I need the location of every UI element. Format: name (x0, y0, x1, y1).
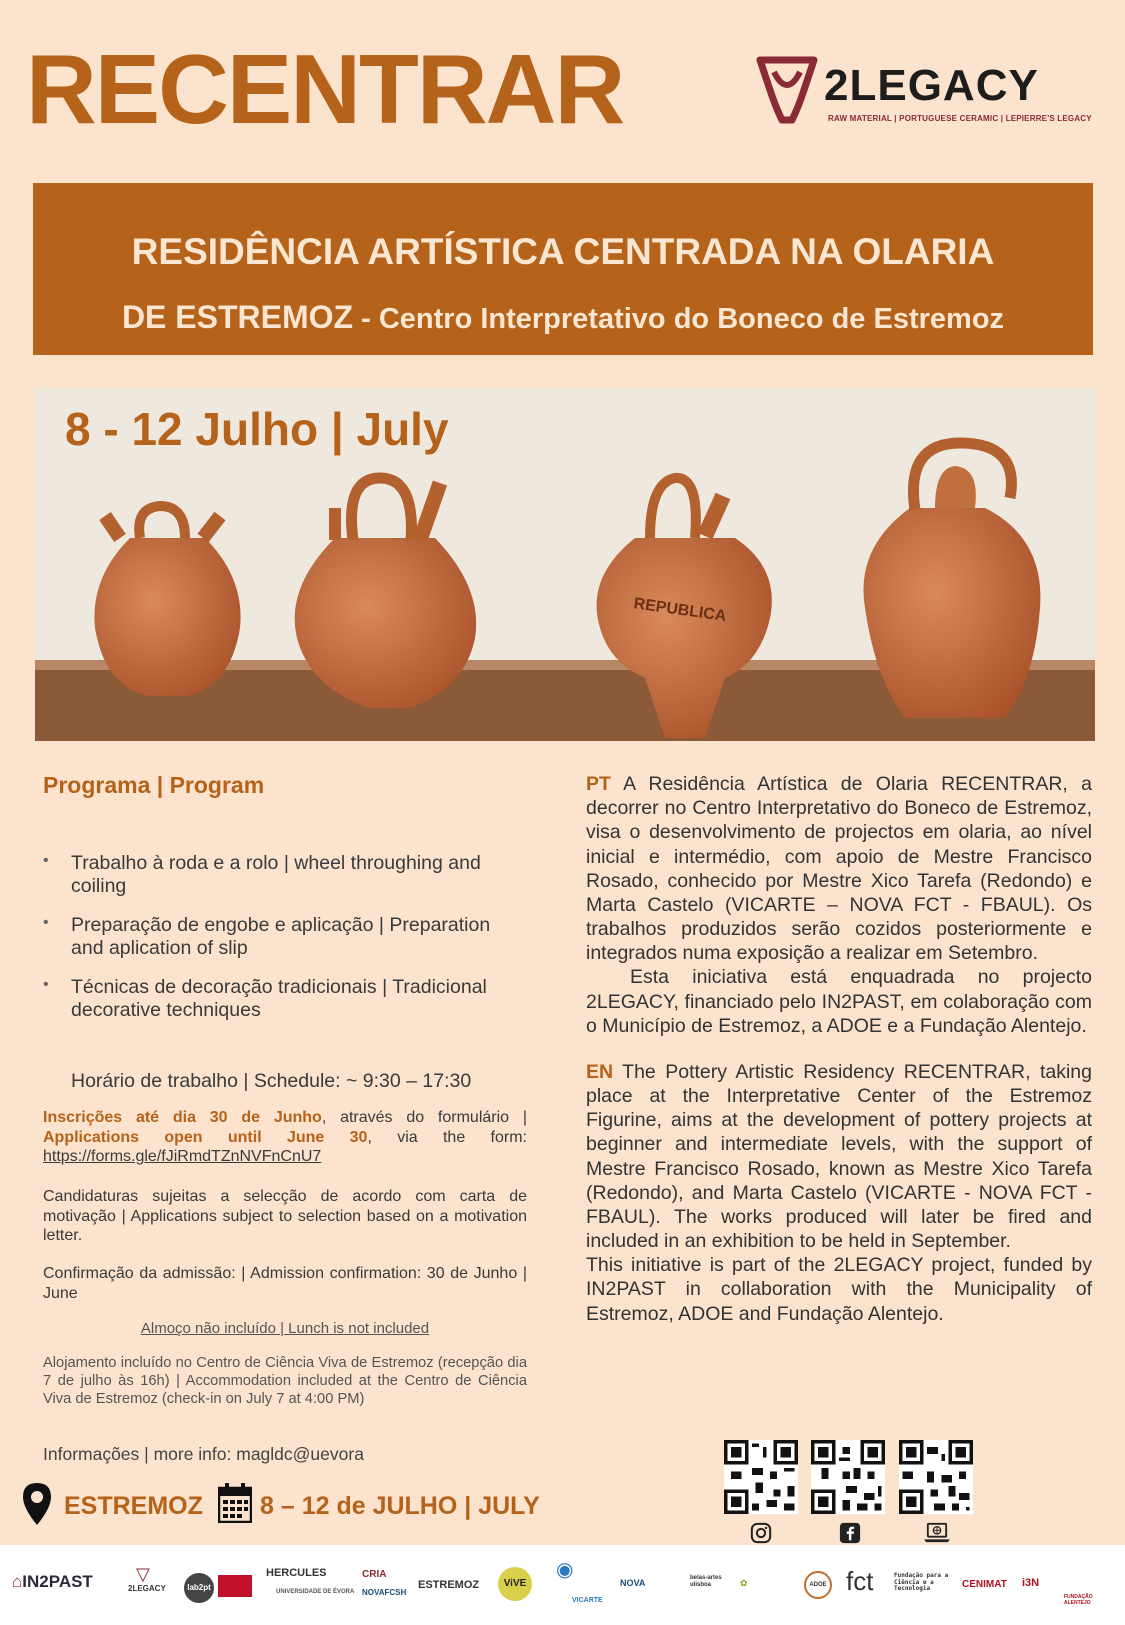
description-pt-1 (586, 772, 1092, 965)
green-logo: ✿ (740, 1578, 748, 1588)
logo-name: 2LEGACY (824, 61, 1039, 110)
lunch-info: Almoço não incluído | Lunch is not included (140, 1320, 430, 1337)
banner-line-1: RESIDÊNCIA ARTÍSTICA CENTRADA NA OLARIA (131, 231, 995, 272)
fundacao-alentejo-logo: FUNDAÇÃO ALENTEJO (1064, 1594, 1093, 1606)
cria-logo: CRIA (362, 1569, 387, 1580)
estremoz-logo: ESTREMOZ (418, 1579, 480, 1591)
qr-code-facebook[interactable] (811, 1440, 885, 1514)
applications-en-rest: , via the form: (367, 1128, 527, 1146)
in2past-logo: ⌂IN2PAST (12, 1572, 93, 1591)
vive-logo: ViVE (498, 1567, 532, 1601)
applications-pt-bold: Inscrições até dia 30 de Junho (43, 1109, 322, 1126)
banner-line-2 (33, 299, 1093, 336)
program-heading: Programa | Program (43, 772, 265, 798)
en-paragraph-1: The Pottery Artistic Residency RECENTRAR, taking place at the Interpretative Center of the Estremoz Figurine, aims at the development of pottery projects at beginner and intermediate levels, with the support of Mestre Francisco Rosado, known as Mestre Xico Tarefa (Redondo), and Marta Castelo (VICARTE - NOVA FCT - FBAUL). The works produced will later be fired and included in an exhibition to be held in September. (586, 1060, 1092, 1253)
pt-label: PT (586, 773, 611, 795)
vase-logo-icon (752, 54, 822, 124)
accommodation-info: Alojamento incluído no Centro de Ciência Viva de Estremoz (recepção dia 7 de julho às 16h) | Accommodation included at the Centro de Ciência Viva de Estremoz (check-in on July 7 at 4:00 PM) (43, 1355, 527, 1407)
facebook-icon (837, 1522, 863, 1544)
location-bar (18, 1482, 618, 1532)
cenimat-logo: CENIMAT (962, 1579, 1007, 1590)
evora-logo: UNIVERSIDADE DE ÉVORA (276, 1589, 355, 1595)
partner-logos (0, 1545, 1125, 1625)
confirmation-info: Confirmação da admissão: | Admission confirmation: 30 de Junho | June (43, 1265, 527, 1302)
application-form-link[interactable]: https://forms.gle/fJiRmdTZnNVFnCnU7 (43, 1148, 322, 1166)
qr-codes (724, 1440, 974, 1540)
program-item: • Técnicas de decoração tradicionais | Tradicional decorative techniques (43, 976, 527, 1022)
en-label: EN (586, 1060, 614, 1083)
contact-info: Informações | more info: magldc@uevora (43, 1444, 364, 1464)
page-title: RECENTRAR (26, 34, 624, 144)
vicarte-mark: ◉ (556, 1559, 574, 1581)
qr-code-website[interactable] (899, 1440, 973, 1514)
adoe-logo: ADOE (804, 1571, 832, 1599)
banner-line-2-main: DE ESTREMOZ (121, 299, 354, 335)
location-place: ESTREMOZ (64, 1492, 203, 1520)
description-en-2: This initiative is part of the 2LEGACY project, funded by IN2PAST in collaboration with the Municipality of Estremoz, ADOE and Fundação Alentejo. (586, 1254, 1092, 1325)
title-banner (33, 183, 1093, 355)
location-dates: 8 – 12 de JULHO | JULY (260, 1492, 540, 1520)
belas-artes-logo: belas-artes ulisboa (690, 1575, 722, 1588)
2legacy-logo (752, 50, 1092, 130)
description (586, 772, 1092, 1326)
pottery-photo (35, 388, 1095, 741)
flag-logo (218, 1575, 252, 1597)
vicarte-logo: VICARTE (572, 1597, 603, 1604)
photo-dates: 8 - 12 Julho | July (65, 403, 449, 455)
program-item: • Trabalho à roda e a rolo | wheel throughing and coiling (43, 852, 527, 898)
selection-info: Candidaturas sujeitas a selecção de acordo com carta de motivação | Applications subject to selection based on a motivation letter. (43, 1188, 527, 1245)
instagram-icon (748, 1522, 774, 1544)
program-item: • Preparação de engobe e aplicação | Preparation and aplication of slip (43, 914, 527, 960)
description-pt-2: Esta iniciativa está enquadrada no projecto 2LEGACY, financiado pelo IN2PAST, em colaboração com o Município de Estremoz, a ADOE e a Fundação Alentejo. (586, 966, 1092, 1037)
fct-full-logo: Fundação para a Ciência e a Tecnologia (894, 1572, 949, 1593)
hercules-logo: HERCULES (266, 1567, 327, 1579)
i3n-logo: i3N (1022, 1577, 1040, 1589)
applications-pt-rest: , através do formulário | (321, 1109, 527, 1126)
calendar-icon (218, 1483, 252, 1523)
pt-paragraph-1: A Residência Artística de Olaria RECENTRAR, a decorrer no Centro Interpretativo do Boneco de Estremoz, visa o desenvolvimento de projectos em olaria, ao nível inicial e intermédio, com apoio de Mestre Francisco Rosado, conhecido por Mestre Xico Tarefa (Redondo) e Marta Castelo (VICARTE – NOVA FCT - FBAUL). Os trabalhos produzidos serão cozidos posteriormente e integrados numa exposição a realizar em Setembro. (586, 773, 1092, 965)
applications-en-bold: Applications open until June 30 (43, 1128, 368, 1146)
banner-line-2-sub: - Centro Interpretativo do Boneco de Estremoz (353, 303, 1005, 335)
qr-code-instagram[interactable] (724, 1440, 798, 1514)
schedule: Horário de trabalho | Schedule: ~ 9:30 – 17:30 (71, 1070, 472, 1092)
2legacy-small-logo: ▽ 2LEGACY (128, 1564, 166, 1593)
logo-tagline: RAW MATERIAL | PORTUGUESE CERAMIC | LEPIERRE'S LEGACY (828, 114, 1092, 123)
fct-logo: fct (846, 1566, 874, 1596)
program-list (43, 852, 527, 1038)
nova-logo: NOVA (620, 1578, 646, 1588)
applications-info (43, 1108, 527, 1167)
website-icon (922, 1522, 952, 1544)
location-pin-icon (22, 1482, 52, 1526)
lab2pt-logo: lab2pt (184, 1573, 214, 1603)
novafcsh-logo: NOVAFCSH (362, 1588, 407, 1597)
vase-inscription: REPUBLICA (632, 595, 728, 626)
description-en-1 (586, 1060, 1092, 1253)
